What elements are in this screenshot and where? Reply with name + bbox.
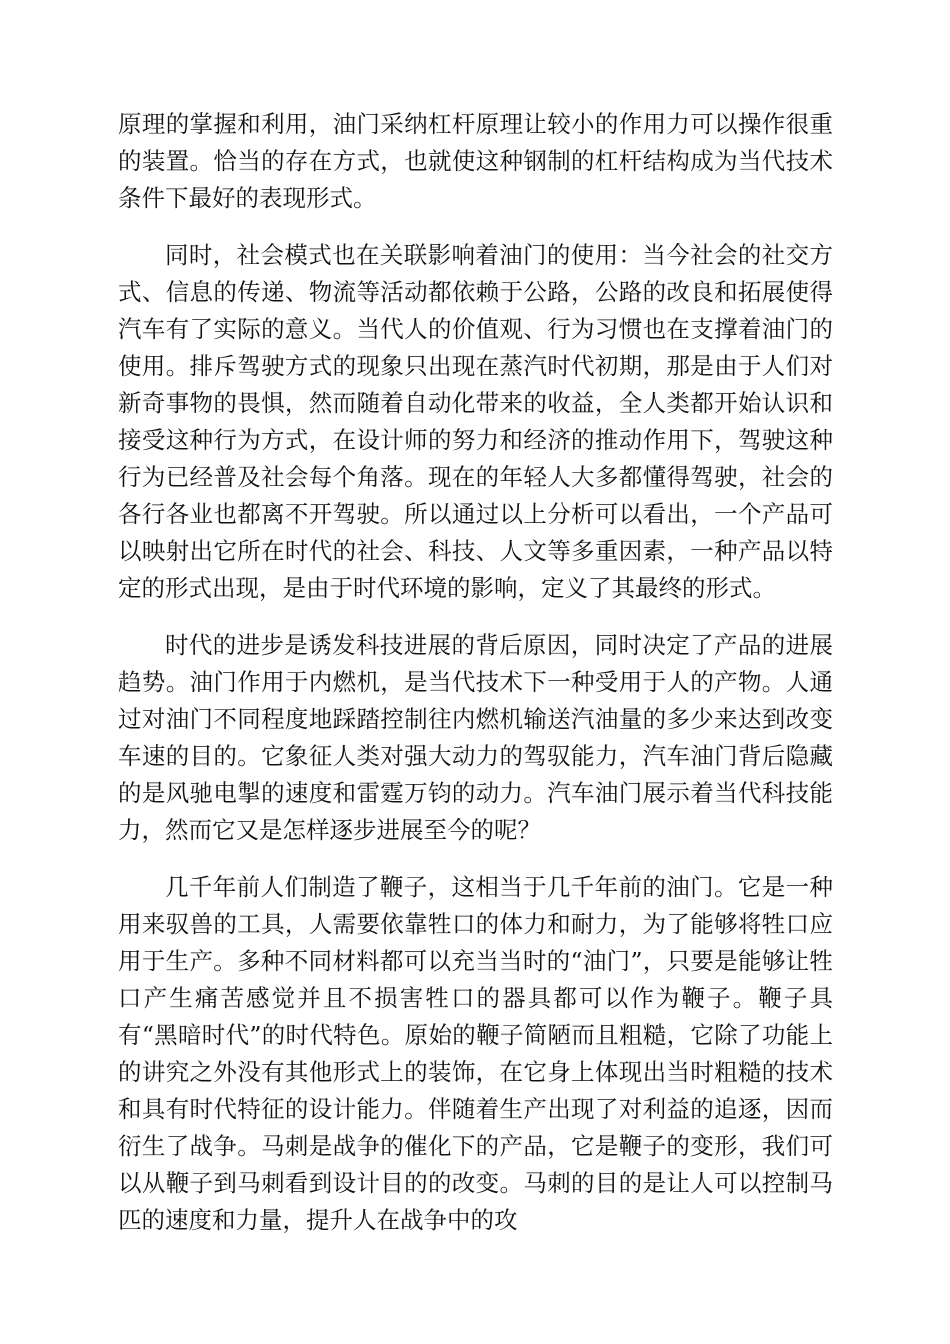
paragraph-1: 原理的掌握和利用，油门采纳杠杆原理让较小的作用力可以操作很重的装置。恰当的存在方式，也就使这种钢制的杠杆结构成为当代技术条件下最好的表现形式。 <box>118 110 833 212</box>
paragraph-3: 时代的进步是诱发科技进展的背后原因，同时决定了产品的进展趋势。油门作用于内燃机，是当代技术下一种受用于人的产物。人通过对油门不同程度地踩踏控制往内燃机输送汽油量的多少来达到改变车速的目的。它象征人类对强大动力的驾驭能力，汽车油门背后隐藏的是风驰电掣的速度和雷霆万钧的动力。汽车油门展示着当代科技能力，然而它又是怎样逐步进展至今的呢？ <box>118 631 833 844</box>
paragraph-4: 几千年前人们制造了鞭子，这相当于几千年前的油门。它是一种用来驭兽的工具，人需要依靠牲口的体力和耐力，为了能够将牲口应用于生产。多种不同材料都可以充当当时的“油门”，只要是能够让牲口产生痛苦感觉并且不损害牲口的器具都可以作为鞭子。鞭子具有“黑暗时代”的时代特色。原始的鞭子简陋而且粗糙，它除了功能上的讲究之外没有其他形式上的装饰，在它身上体现出当时粗糙的技术和具有时代特征的设计能力。伴随着生产出现了对利益的追逐，因而衍生了战争。马刺是战争的催化下的产品，它是鞭子的变形，我们可以从鞭子到马刺看到设计目的的改变。马刺的目的是让人可以控制马匹的速度和力量，提升人在战争中的攻 <box>118 873 833 1234</box>
paragraph-2: 同时，社会模式也在关联影响着油门的使用：当今社会的社交方式、信息的传递、物流等活动都依赖于公路，公路的改良和拓展使得汽车有了实际的意义。当代人的价值观、行为习惯也在支撑着油门的使用。排斥驾驶方式的现象只出现在蒸汽时代初期，那是由于人们对新奇事物的畏惧，然而随着自动化带来的收益，全人类都开始认识和接受这种行为方式，在设计师的努力和经济的推动作用下，驾驶这种行为已经普及社会每个角落。现在的年轻人大多都懂得驾驶，社会的各行各业也都离不开驾驶。所以通过以上分析可以看出，一个产品可以映射出它所在时代的社会、科技、人文等多重因素，一种产品以特定的形式出现，是由于时代环境的影响，定义了其最终的形式。 <box>118 241 833 602</box>
document-body <box>118 106 833 1259</box>
